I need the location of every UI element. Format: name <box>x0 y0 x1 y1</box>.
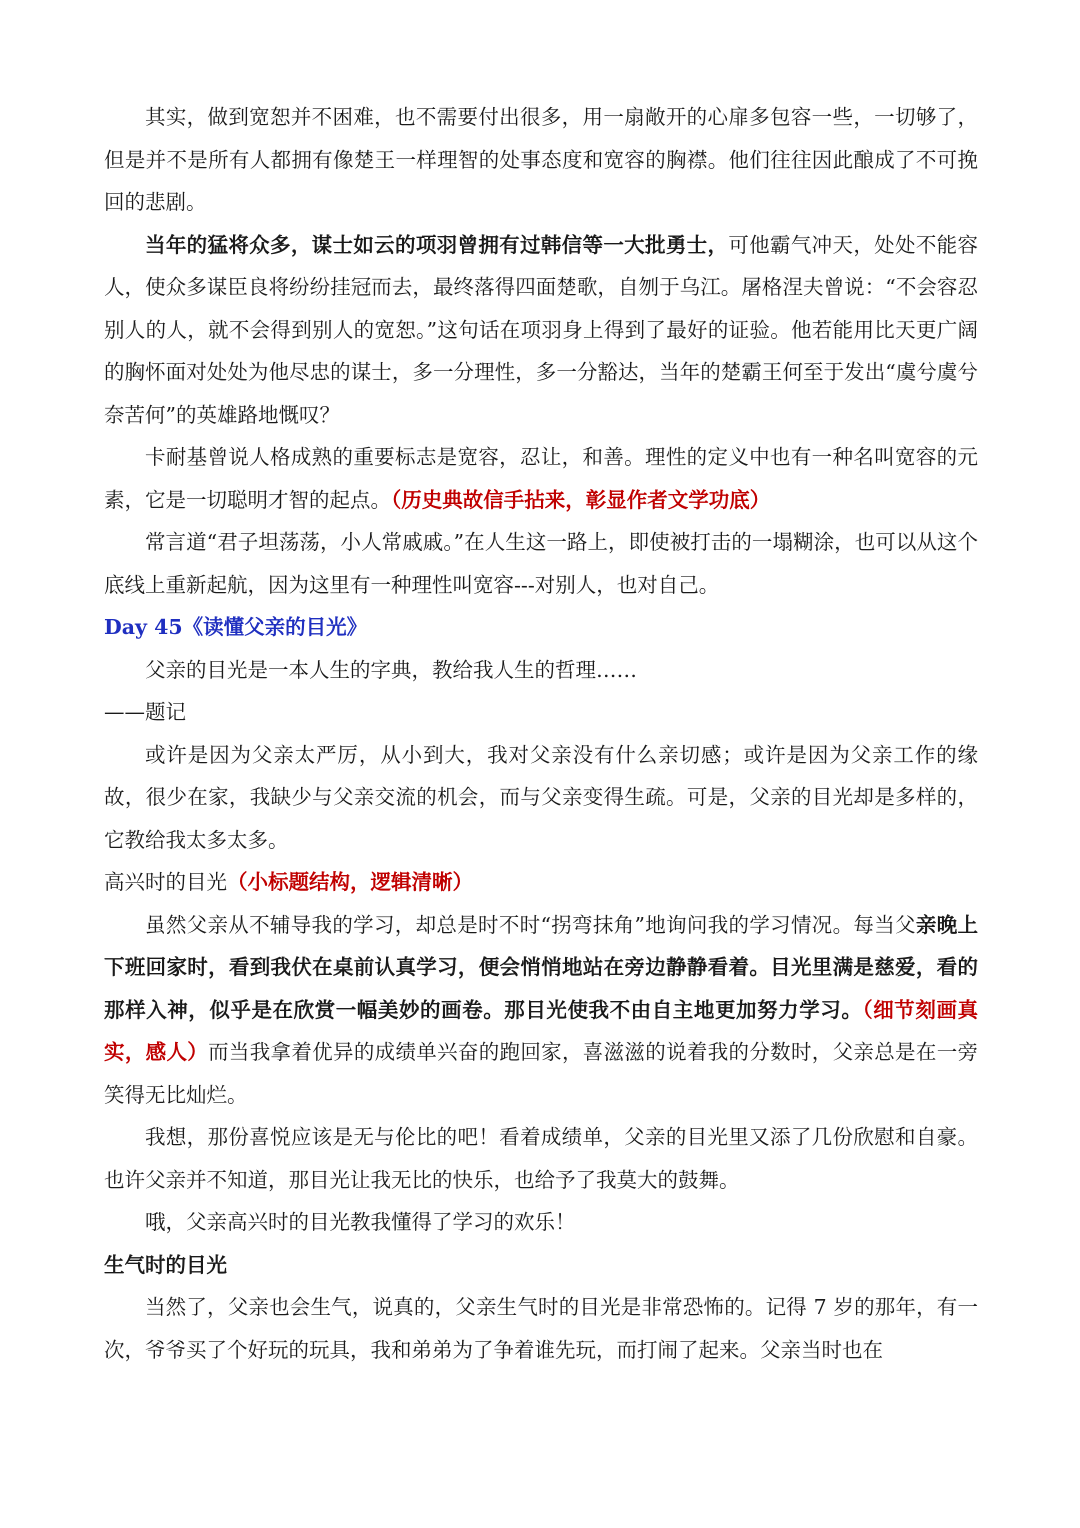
bold-text: 当年的猛将众多，谋士如云的项羽曾拥有过韩信等一大批勇士， <box>145 232 729 257</box>
paragraph-joy: 我想，那份喜悦应该是无与伦比的吧！看着成绩单，父亲的目光里又添了几份欣慰和自豪。也许父亲并不知道，那目光让我无比的快乐，也给予了我莫大的鼓舞。 <box>104 1125 978 1192</box>
paragraph-epigraph: 父亲的目光是一本人生的字典，教给我人生的哲理…… <box>145 657 637 682</box>
subheading-text: 高兴时的目光 <box>104 870 227 894</box>
paragraph-angry-gaze: 当然了，父亲也会生气，说真的，父亲生气时的目光是非常恐怖的。记得 7 岁的那年，有一次，爷爷买了个好玩的玩具，我和弟弟为了争着谁先玩，而打闹了起来。父亲当时也在 <box>104 1295 978 1362</box>
day-title: Day 45《读懂父亲的目光》 <box>104 615 368 639</box>
paragraph-text: 可他霸气冲天，处处不能容人，使众多谋臣良将纷纷挂冠而去，最终落得四面楚歌，自刎于乌江。屠格涅夫曾说：“不会容忍别人的人，就不会得到别人的宽恕。”这句话在项羽身上得到了最好的证验。他若能用比天更广阔的胸怀面对处处为他尽忠的谋士，多一分理性，多一分豁达，当年的楚霸王何至于发出“虞兮虞兮奈苦何”的英雄路地慨叹？ <box>104 232 979 427</box>
subheading-angry: 生气时的目光 <box>104 1252 227 1277</box>
paragraph-father-strict: 或许是因为父亲太严厉，从小到大，我对父亲没有什么亲切感；或许是因为父亲工作的缘故，很少在家，我缺少与父亲交流的机会，而与父亲变得生疏。可是，父亲的目光却是多样的，它教给我太多太多。 <box>104 742 978 852</box>
annotation-note: （历史典故信手拈来，彰显作者文学功底） <box>391 487 771 512</box>
paragraph-carnegie <box>104 436 978 521</box>
document-body <box>104 96 978 1371</box>
paragraph-tolerance-intro: 其实，做到宽恕并不困难，也不需要付出很多，用一扇敞开的心扉多包容一些，一切够了，但是并不是所有人都拥有像楚王一样理智的处事态度和宽容的胸襟。他们往往因此酿成了不可挽回的悲剧。 <box>104 105 978 214</box>
bold-text: 亲晚上下班回家时，看到我伏在桌前认真学习，便会悄悄地站在旁边静静看着。目光里满是慈爱，看的那样入神，似乎是在欣赏一幅美妙的画卷。那目光使我不由自主地更加努力学习。 <box>104 912 979 1022</box>
subheading-happy <box>104 861 978 904</box>
paragraph-text: 卡耐基曾说人格成熟的重要标志是宽容，忍让，和善。理性的定义中也有一种名叫宽容的元素，它是一切聪明才智的起点。 <box>104 445 978 512</box>
annotation-note: （小标题结构，逻辑清晰） <box>227 870 473 894</box>
paragraph-gentleman: 常言道“君子坦荡荡，小人常戚戚。”在人生这一路上，即使被打击的一塌糊涂，也可以从这个底线上重新起航，因为这里有一种理性叫宽容---对别人，也对自己。 <box>104 530 978 597</box>
paragraph-xiang-yu <box>104 224 978 437</box>
paragraph-happy-gaze <box>104 904 978 1117</box>
paragraph-text: 虽然父亲从不辅导我的学习，却总是时不时“拐弯抹角”地询问我的学习情况。每当父 <box>145 912 916 937</box>
inscription: ——题记 <box>104 700 186 724</box>
paragraph-lesson: 哦，父亲高兴时的目光教我懂得了学习的欢乐！ <box>145 1210 576 1234</box>
paragraph-text: 而当我拿着优异的成绩单兴奋的跑回家，喜滋滋的说着我的分数时，父亲总是在一旁笑得无比灿烂。 <box>104 1040 979 1107</box>
annotation-note: （细节刻画真实，感人） <box>104 997 979 1064</box>
